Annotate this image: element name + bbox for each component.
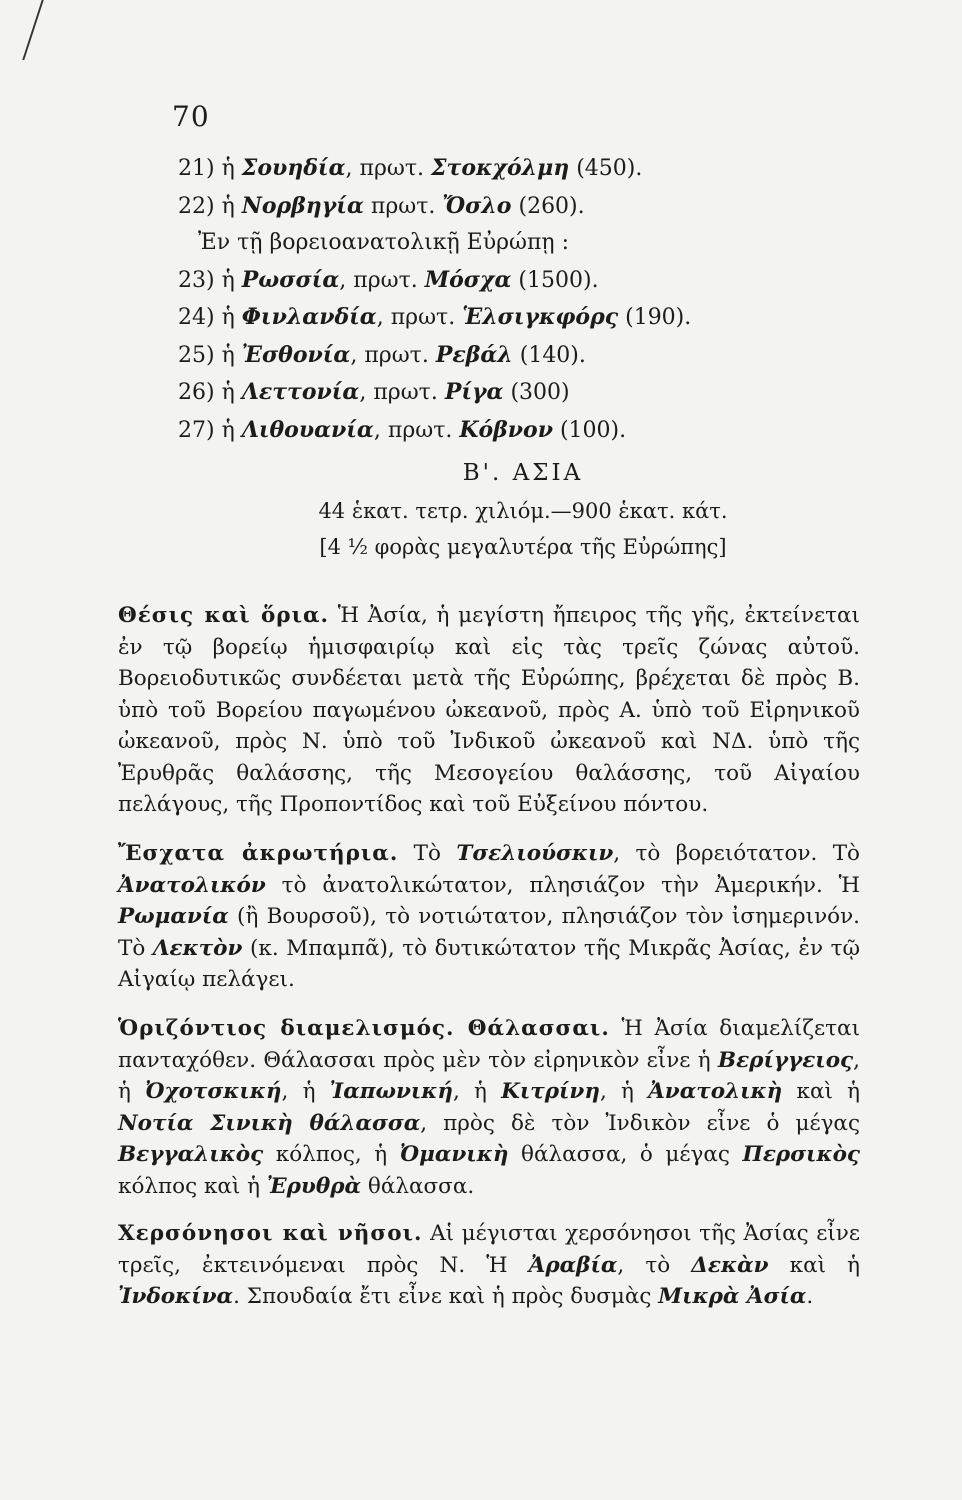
- keyword: Βεγγαλικὸς: [118, 1142, 264, 1167]
- text-run: , ἡ: [453, 1079, 502, 1104]
- population: (300): [510, 380, 570, 405]
- text-run: , ἡ: [281, 1079, 330, 1104]
- country-name: Ρωσσία: [241, 266, 340, 293]
- text-run: . Σπουδαία ἔτι εἶνε καὶ ἡ πρὸς δυσμὰς: [233, 1284, 659, 1309]
- list-item: [178, 150, 868, 188]
- text-run: .: [806, 1284, 814, 1309]
- text-run: , ἡ: [599, 1079, 649, 1104]
- list-item: [178, 412, 868, 450]
- capital-name: Ὄσλο: [442, 192, 512, 219]
- item-number: 25): [178, 342, 215, 368]
- paragraph-title: Θέσις καὶ ὅρια.: [118, 603, 330, 628]
- item-article: ἡ: [221, 342, 235, 368]
- country-name: Σουηδία: [241, 155, 346, 181]
- text-run: Ἡ Ἀσία διαμελίζεται πανταχόθεν. Θάλασσαι πρὸς μὲν τὸν εἰρηνικὸν εἶνε ἡ: [118, 1016, 860, 1073]
- population: (190).: [625, 305, 692, 330]
- keyword: Ἀνατολικὴ: [648, 1079, 783, 1104]
- text-run: θάλασσα.: [361, 1173, 475, 1199]
- keyword: Ἰαπωνική: [329, 1079, 454, 1104]
- text-run: Αἱ μέγισται χερσόνησοι τῆς Ἀσίας εἶνε τρεῖς, ἐκτεινόμεναι πρὸς Ν. Ἡ: [118, 1221, 860, 1278]
- text-run: (ἢ Βουρσοῦ), τὸ νοτιώτατον, πλησιάζον τὸν ἰσημερινόν. Τὸ: [118, 904, 860, 961]
- item-number: 24): [178, 305, 215, 330]
- country-name: Λιθουανία: [241, 416, 374, 443]
- text-run: Τὸ: [398, 841, 457, 866]
- capital-name: Στοκχόλμη: [431, 155, 570, 181]
- item-sep: , πρωτ.: [339, 267, 418, 293]
- list-item: [178, 262, 868, 300]
- capital-name: Μόσχα: [424, 266, 512, 293]
- text-run: , πρὸς δὲ τὸν Ἰνδικὸν εἶνε ὁ μέγας: [420, 1110, 860, 1136]
- country-list: [178, 150, 868, 565]
- item-sep: , πρωτ.: [373, 417, 453, 443]
- population: (260).: [518, 193, 585, 219]
- keyword: Ρωμανία: [118, 904, 229, 929]
- paragraph-title: Χερσόνησοι καὶ νῆσοι.: [118, 1221, 423, 1246]
- item-sep: , πρωτ.: [359, 380, 438, 405]
- population: (140).: [519, 342, 586, 368]
- text-run: κόλπος καὶ ἡ: [118, 1173, 267, 1199]
- paragraph-title: Ἔσχατα ἀκρωτήρια.: [118, 841, 399, 866]
- text-run: , τὸ: [617, 1252, 692, 1278]
- keyword: Τσελιούσκιν: [456, 841, 614, 866]
- keyword: Ὀχοτσκική: [145, 1079, 282, 1104]
- list-item: [178, 374, 868, 412]
- keyword: Ἐρυθρὰ: [266, 1173, 362, 1199]
- item-article: ἡ: [221, 305, 235, 330]
- keyword: Κιτρίνη: [501, 1079, 600, 1104]
- paragraph-position: [118, 600, 860, 821]
- section-heading: Β'. ΑΣΙΑ: [462, 460, 584, 486]
- item-sep: , πρωτ.: [376, 305, 456, 330]
- item-sep: , πρωτ.: [345, 156, 424, 181]
- keyword: Ὀμανικὴ: [399, 1142, 509, 1167]
- paragraph-seas: [118, 1013, 860, 1202]
- country-name: Φινλανδία: [241, 304, 377, 330]
- text-run: (κ. Μπαμπᾶ), τὸ δυτικώτατον τῆς Μικρᾶς Ἀσίας, ἐν τῷ Αἰγαίῳ πελάγει.: [118, 935, 860, 992]
- item-number: 27): [178, 417, 215, 443]
- paragraph-text: Ἡ Ἀσία, ἡ μεγίστη ἤπειρος τῆς γῆς, ἐκτείνεται ἐν τῷ βορείῳ ἡμισφαιρίῳ καὶ εἰς τὰς τρεῖς ζώνας αὐτοῦ. Βορειοδυτικῶς συνδέεται μετὰ τῆς Εὐρώπης, βρέχεται δὲ πρὸς Β. ὑπὸ τοῦ Βορείου παγωμένου ὠκεανοῦ, πρὸς Α. ὑπὸ τοῦ Εἰρηνικοῦ ὠκεανοῦ, πρὸς Ν. ὑπὸ τοῦ Ἰνδικοῦ ὠκεανοῦ καὶ ΝΔ. ὑπὸ τῆς Ἐρυθρᾶς θαλάσσης, τῆς Μεσογείου θαλάσσης, τοῦ Αἰγαίου πελάγους, τῆς Προποντίδος καὶ τοῦ Εὐξείνου πόντου.: [118, 603, 860, 817]
- text-run: , ἡ: [118, 1047, 860, 1104]
- population: (450).: [576, 156, 643, 181]
- text-run: θάλασσα, ὁ μέγας: [508, 1142, 743, 1167]
- item-article: ἡ: [221, 417, 235, 443]
- keyword: Περσικὸς: [742, 1142, 860, 1167]
- country-name: Νορβηγία: [241, 192, 364, 219]
- item-number: 21): [178, 156, 215, 181]
- keyword: Μικρὰ Ἀσία: [658, 1284, 807, 1309]
- list-item: [178, 188, 868, 226]
- country-name: Ἐσθονία: [241, 341, 351, 368]
- page-number: 70: [172, 100, 210, 133]
- section-stats: 44 ἑκατ. τετρ. χιλιόμ.—900 ἑκατ. κάτ.: [318, 499, 728, 523]
- item-number: 26): [178, 380, 215, 405]
- list-subheading: Ἐν τῇ βορειοανατολικῇ Εὐρώπῃ :: [198, 230, 569, 255]
- item-number: 23): [178, 267, 215, 293]
- text-run: καὶ ἡ: [782, 1079, 860, 1104]
- country-name: Λεττονία: [241, 379, 360, 405]
- item-sep: πρωτ.: [363, 193, 436, 219]
- keyword: Βερίγγειος: [717, 1047, 854, 1073]
- item-sep: , πρωτ.: [350, 342, 429, 368]
- capital-name: Ρεβάλ: [435, 341, 513, 368]
- keyword: Ἀραβία: [528, 1252, 618, 1278]
- item-number: 22): [178, 193, 215, 219]
- keyword: Δεκὰν: [691, 1252, 769, 1278]
- capital-name: Ρίγα: [444, 379, 504, 405]
- population: (100).: [559, 417, 627, 443]
- keyword: Λεκτὸν: [152, 935, 243, 961]
- list-item: [178, 299, 868, 337]
- section-note: [4 ½ φορὰς μεγαλυτέρα τῆς Εὐρώπης]: [319, 535, 727, 559]
- paragraph-title: Ὁριζόντιος διαμελισμός. Θάλασσαι.: [118, 1016, 610, 1041]
- item-article: ἡ: [221, 267, 235, 293]
- item-article: ἡ: [221, 193, 235, 219]
- paragraph-capes: [118, 838, 860, 996]
- text-run: τὸ ἀνατολικώτατον, πλησιάζον τὴν Ἀμερικήν. Ἡ: [265, 872, 860, 898]
- capital-name: Κόβνον: [459, 416, 553, 443]
- list-item: [178, 337, 868, 375]
- population: (1500).: [518, 267, 599, 293]
- text-run: καὶ ἡ: [768, 1252, 861, 1278]
- keyword: Νοτία Σινικὴ θάλασσα: [118, 1110, 421, 1136]
- keyword: Ἀνατολικόν: [118, 872, 266, 898]
- text-run: , τὸ βορειότατον. Τὸ: [613, 841, 860, 866]
- item-article: ἡ: [221, 380, 235, 405]
- item-article: ἡ: [221, 156, 235, 181]
- capital-name: Ἑλσιγκφόρς: [462, 304, 619, 330]
- pen-mark: [22, 0, 63, 60]
- paragraph-peninsulas: [118, 1218, 860, 1313]
- text-run: κόλπος, ἡ: [263, 1142, 400, 1167]
- keyword: Ἰνδοκίνα: [118, 1284, 234, 1309]
